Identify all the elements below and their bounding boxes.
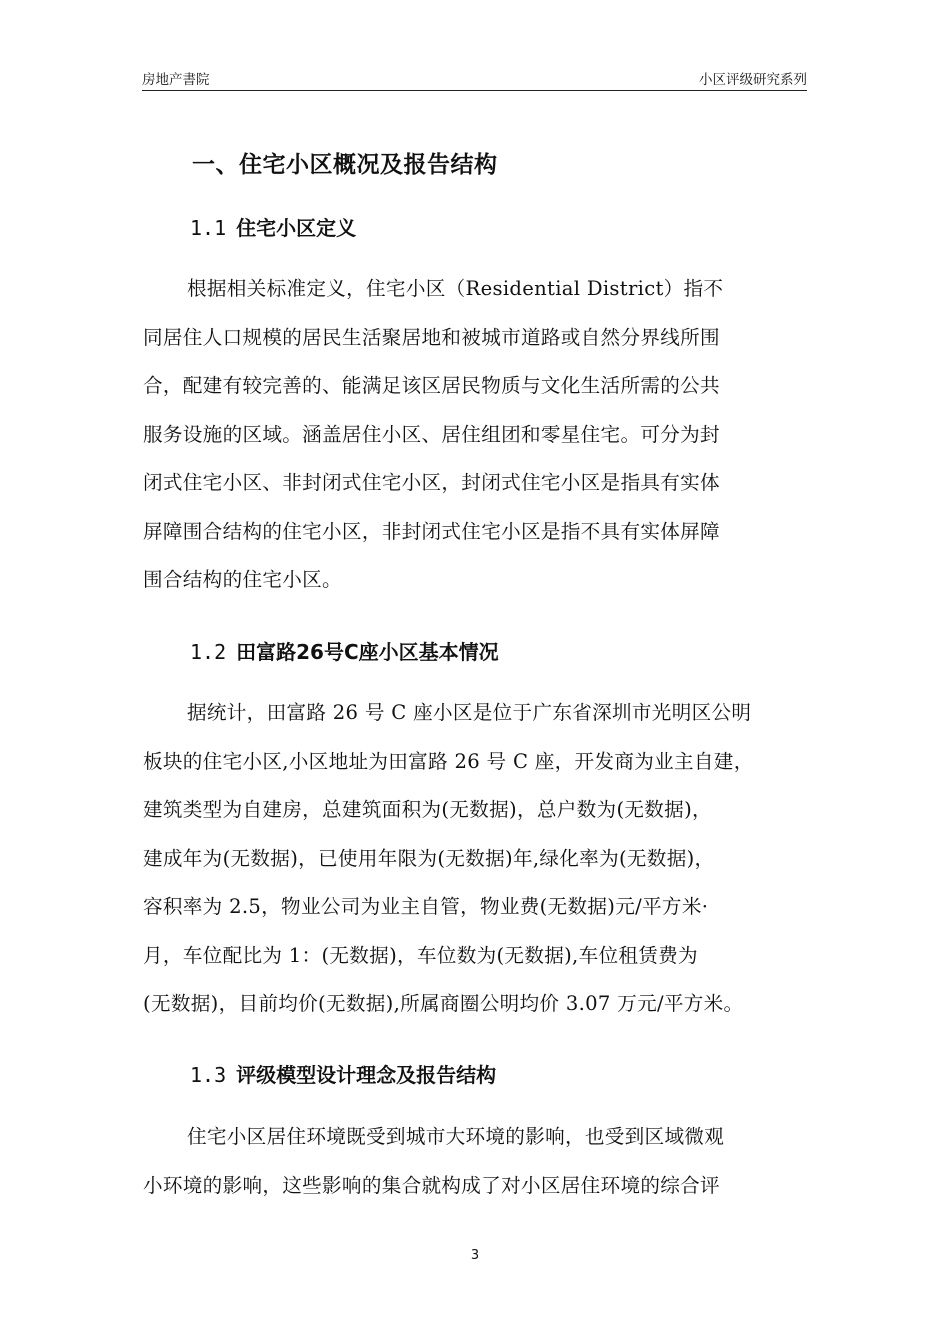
paragraph-line: 合，配建有较完善的、能满足该区居民物质与文化生活所需的公共 [143,374,720,397]
section-heading-1-3 [190,1059,496,1088]
paragraph-line: 建筑类型为自建房，总建筑面积为(无数据)，总户数为(无数据)， [143,798,712,821]
section-paragraph-1-1 [143,265,813,605]
section-heading-text: 住宅小区定义 [236,216,357,240]
header-publisher: 房地产書院 [142,72,210,88]
paragraph-line: (无数据)，目前均价(无数据),所属商圈公明均价 3.07 万元/平方米。 [143,992,744,1015]
page-number: 3 [470,1248,480,1263]
section-heading-1-2 [190,636,499,665]
section-heading-1-1 [190,212,356,241]
paragraph-line: 建成年为(无数据)，已使用年限为(无数据)年,绿化率为(无数据)， [143,846,715,870]
section-paragraph-1-2 [143,689,813,1029]
paragraph-line: 住宅小区居住环境既受到城市大环境的影响，也受到区域微观 [187,1125,725,1148]
section-heading-text: 田富路26号C座小区基本情况 [236,640,499,664]
header-series-title: 小区评级研究系列 [699,72,807,88]
paragraph-line: 围合结构的住宅小区。 [143,568,342,591]
page-header [142,68,807,91]
paragraph-line: 屏障围合结构的住宅小区，非封闭式住宅小区是指不具有实体屏障 [143,519,720,543]
section-number: 1.1 [190,216,227,240]
paragraph-line: 月，车位配比为 1：(无数据)，车位数为(无数据),车位租赁费为 [143,943,698,967]
section-number: 1.2 [190,640,227,664]
section-paragraph-1-3 [143,1113,813,1210]
paragraph-line: 据统计，田富路 26 号 C 座小区是位于广东省深圳市光明区公明 [187,701,752,724]
paragraph-line: 容积率为 2.5，物业公司为业主自管，物业费(无数据)元/平方米· [143,895,709,918]
paragraph-line: 根据相关标准定义，住宅小区（Residential District）指不 [187,277,724,300]
chapter-title: 一、住宅小区概况及报告结构 [192,152,498,178]
paragraph-line: 板块的住宅小区,小区地址为田富路 26 号 C 座，开发商为业主自建， [143,749,754,773]
paragraph-line: 同居住人口规模的居民生活聚居地和被城市道路或自然分界线所围 [143,325,720,349]
section-heading-text: 评级模型设计理念及报告结构 [236,1063,497,1087]
paragraph-line: 小环境的影响，这些影响的集合就构成了对小区居住环境的综合评 [143,1173,720,1197]
section-number: 1.3 [190,1063,227,1087]
paragraph-line: 服务设施的区域。涵盖居住小区、居住组团和零星住宅。可分为封 [143,422,720,446]
paragraph-line: 闭式住宅小区、非封闭式住宅小区，封闭式住宅小区是指具有实体 [143,471,720,494]
